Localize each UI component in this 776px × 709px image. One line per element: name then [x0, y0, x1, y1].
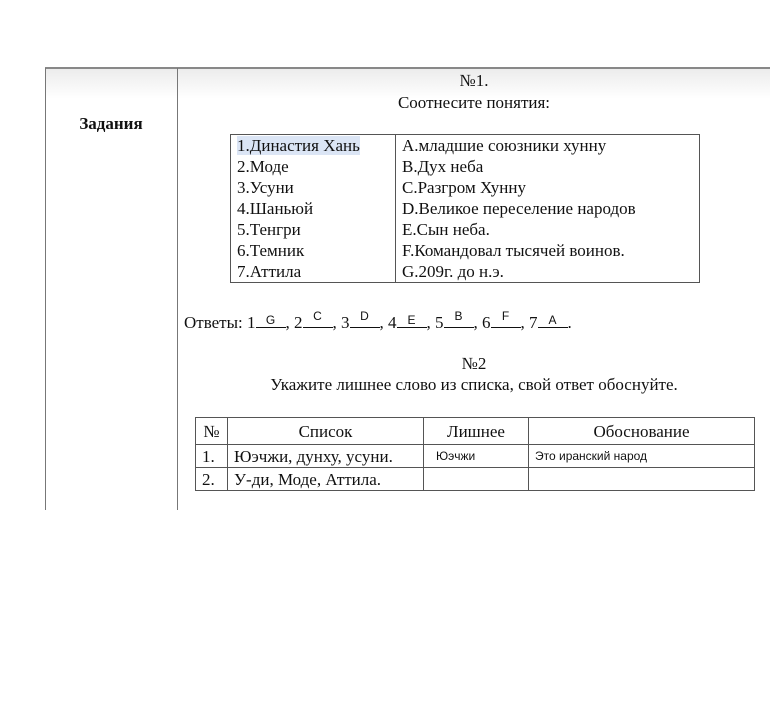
- concept: 7.Аттила: [237, 262, 302, 281]
- answer-field[interactable]: [303, 311, 333, 328]
- answer-item: 5 B ,: [435, 309, 483, 332]
- concept: 2.Моде: [237, 157, 289, 176]
- definition: F.Командовал тысячей воинов.: [396, 240, 700, 261]
- answer-field[interactable]: [397, 311, 427, 328]
- row-list: Юэчжи, дунху, усуни.: [228, 445, 424, 468]
- task1-number: №1.: [459, 71, 489, 90]
- odd-word-table: [195, 417, 755, 491]
- header-number: №: [196, 418, 228, 445]
- answer-number: 6: [482, 313, 491, 332]
- answer-value: B: [454, 309, 463, 323]
- column-divider: [177, 68, 178, 510]
- answer-field[interactable]: [444, 311, 474, 328]
- header-list: Список: [228, 418, 424, 445]
- answer-field[interactable]: [491, 311, 521, 328]
- row-odd-answer[interactable]: Юэчжи: [424, 445, 529, 468]
- row-reason-answer[interactable]: Это иранский народ: [529, 445, 755, 468]
- answer-value: D: [360, 309, 369, 323]
- task1-instruction: Соотнесите понятия:: [397, 93, 551, 112]
- matching-row: [231, 240, 700, 261]
- row-number: 2.: [196, 468, 228, 491]
- definition: G.209г. до н.э.: [396, 261, 700, 283]
- task2-instruction: Укажите лишнее слово из списка, свой ответ обоснуйте.: [270, 375, 678, 394]
- answers-line: [184, 311, 572, 333]
- matching-row: [231, 219, 700, 240]
- answer-value: A: [548, 313, 557, 327]
- definition: C.Разгром Хунну: [396, 177, 700, 198]
- row-number: 1.: [196, 445, 228, 468]
- answer-number: 3: [341, 313, 350, 332]
- matching-row: [231, 261, 700, 283]
- definition: E.Сын неба.: [396, 219, 700, 240]
- table-top-border: [45, 67, 770, 69]
- matching-row: [231, 198, 700, 219]
- matching-row: [231, 156, 700, 177]
- matching-row: [231, 177, 700, 198]
- header-reason: Обоснование: [529, 418, 755, 445]
- answer-item: 3 D ,: [341, 309, 389, 332]
- concept: 4.Шаньюй: [237, 199, 314, 218]
- answer-item: 2 C ,: [294, 309, 342, 332]
- row-list: У-ди, Моде, Аттила.: [228, 468, 424, 491]
- answer-item: 7 A .: [529, 313, 572, 332]
- answer-value: C: [313, 309, 322, 323]
- table-row: [196, 445, 755, 468]
- answers-label: Ответы:: [184, 313, 243, 332]
- answer-field[interactable]: [256, 311, 286, 328]
- row-odd-answer[interactable]: [424, 468, 529, 491]
- definition: D.Великое переселение народов: [396, 198, 700, 219]
- concept: 5.Тенгри: [237, 220, 301, 239]
- answer-number: 4: [388, 313, 397, 332]
- matching-table: [230, 134, 700, 283]
- table-row: [196, 468, 755, 491]
- table-left-border: [45, 68, 46, 510]
- answer-number: 5: [435, 313, 444, 332]
- answer-field[interactable]: [350, 311, 380, 328]
- matching-row: [231, 135, 700, 157]
- row-reason-answer[interactable]: [529, 468, 755, 491]
- concept: 6.Темник: [237, 241, 305, 260]
- answer-number: 2: [294, 313, 303, 332]
- answer-item: 4 E ,: [388, 313, 436, 332]
- side-label: Задания: [79, 114, 143, 133]
- answer-number: 7: [529, 313, 538, 332]
- answer-value: E: [407, 313, 416, 327]
- header-odd: Лишнее: [424, 418, 529, 445]
- answer-value: F: [501, 309, 510, 323]
- answer-field[interactable]: [538, 311, 568, 328]
- answer-item: 6 F ,: [482, 309, 530, 332]
- answer-item: 1 G ,: [247, 313, 295, 332]
- answer-number: 1: [247, 313, 256, 332]
- definition: A.младшие союзники хунну: [396, 135, 700, 157]
- answer-value: G: [265, 313, 276, 327]
- definition: B.Дух неба: [396, 156, 700, 177]
- concept: 1.Династия Хань: [237, 136, 360, 155]
- concept: 3.Усуни: [237, 178, 294, 197]
- task2-number: №2: [461, 354, 487, 373]
